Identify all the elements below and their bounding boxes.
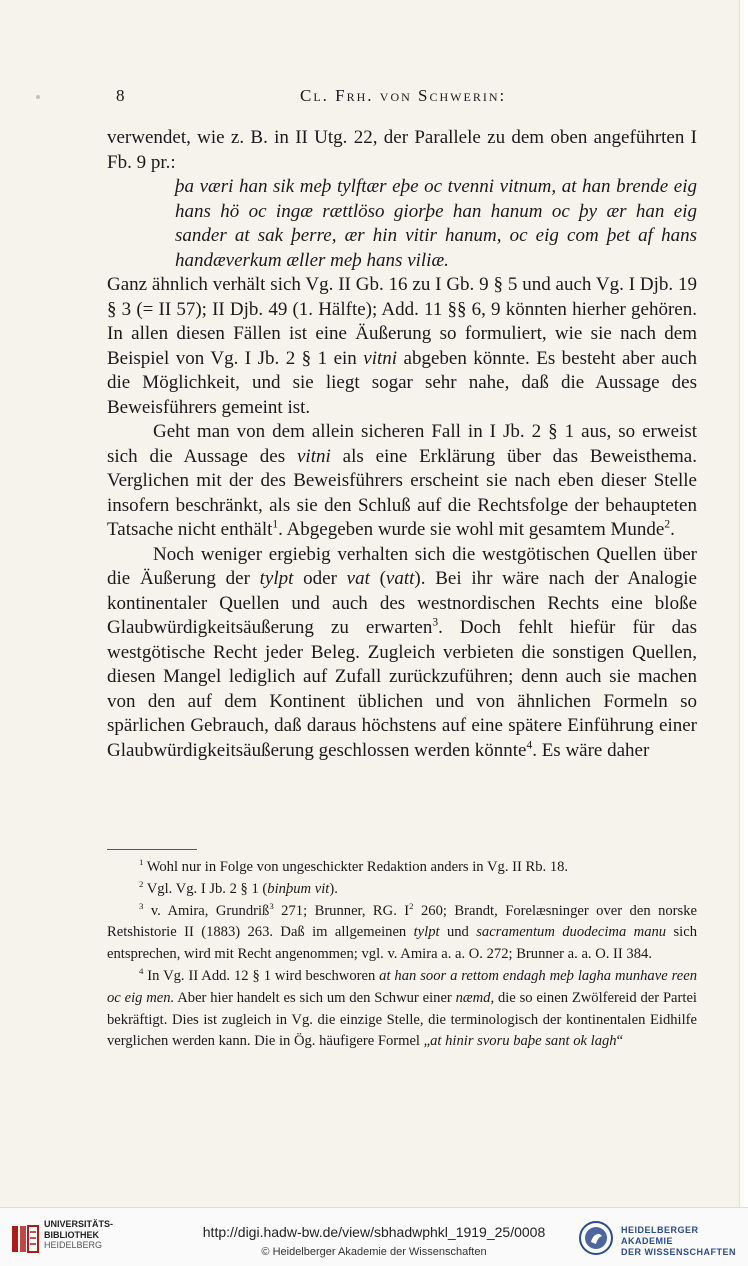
text-run: Ganz ähnlich verhält sich Vg. II Gb. 16 zu I Gb. 9 § 5 und auch Vg. I Djb. 19 § 3 (= II 57); II Djb. 49 (1. Hälfte); Add. 11 §§ 6, 9 könnten hierher gehören. In allen diesen Fällen ist eine Äußerung so formuliert, wie sie nach dem Beispiel von Vg. I Jb. 2 § 1 ein: [107, 274, 697, 369]
text-run: .: [670, 519, 675, 540]
academy-line: DER WISSENSCHAFTEN: [621, 1247, 737, 1257]
footnote-number: 2: [139, 878, 144, 889]
viewer-footer: [0, 1207, 748, 1266]
footnotes: [107, 857, 697, 1053]
italic-term: tylpt: [259, 568, 294, 589]
page-header: [0, 86, 744, 112]
footnote-1: [107, 857, 697, 879]
ub-line: BIBLIOTHEK: [44, 1229, 99, 1240]
copyright-notice: © Heidelberger Akademie der Wissenschaften: [261, 1246, 487, 1258]
edition-sup: 2: [409, 900, 414, 911]
italic-term: tylpt: [413, 924, 440, 941]
running-head: Cl. Frh. von Schwerin:: [300, 86, 507, 105]
italic-term: at hinir svoru baþe sant ok lagh: [430, 1033, 617, 1050]
academy-name: [621, 1225, 748, 1258]
italic-term: vitni: [363, 347, 398, 369]
page-number: 8: [116, 86, 125, 105]
text-run: Geht man von dem allein sicheren Fall in I Jb. 2 § 1 aus, so erweist sich die Aussage des: [107, 421, 697, 467]
text-run: . Es wäre daher: [532, 739, 650, 761]
text-run: abgeben könnte. Es besteht aber auch die Möglichkeit, und sie liegt sogar sehr nahe, daß die Aussage des Beweisführers gemeint ist.: [107, 347, 697, 418]
footnote-ref: 1: [272, 518, 279, 531]
academy-line: HEIDELBERGER AKADEMIE: [621, 1225, 699, 1246]
paragraph-1: verwendet, wie z. B. in II Utg. 22, der Parallele zu dem oben angeführten I Fb. 9 pr.:: [107, 127, 697, 173]
text-run: 260; Brandt, Forelæsninger over den norske Retshistorie II (1883) 263. Daß im allgemeinen: [107, 902, 697, 941]
academy-seal-icon[interactable]: [578, 1220, 614, 1256]
paragraph-4: [107, 543, 697, 764]
text-run: 271; Brunner, RG. I: [273, 902, 410, 919]
main-text: [107, 126, 697, 763]
italic-term: sacramentum duodecima manu: [476, 924, 667, 941]
italic-term: vatt: [385, 568, 415, 589]
footnote-2: [107, 879, 697, 901]
text-run: (: [369, 568, 386, 589]
ub-line: HEIDELBERG: [44, 1240, 103, 1250]
text-run: Noch weniger ergiebig verhalten sich die westgötischen Quellen über die Äußerung der: [107, 543, 697, 589]
page-edge: [739, 0, 744, 1207]
text-run: . Doch fehlt hiefür für das westgötische Recht jeder Beleg. Zugleich verbieten die sonstigen Quellen, diesen Mangel lediglich auf Zufall zurückzuführen; denn auch sie machen von den auf dem Kontinent üblichen und von ähnlichen Formeln so spärlichen Gebrauch, daß daraus höchstens auf eine spätere Einführung einer Glaubwürdigkeitsäußerung geschlossen werden könnte: [107, 617, 697, 761]
footnote-ref: 4: [526, 739, 533, 752]
permalink[interactable]: http://digi.hadw-bw.de/view/sbhadwphkl_1919_25/0008: [202, 1224, 546, 1240]
old-norse-quote: þa væri han sik meþ tylftær eþe oc tvenni vitnum, at han brende eig hans hö oc ingæ rættlöso giorþe han hanum oc þy ær han eig sander at sak þerre, ær hin vitir hanum, oc eig com þet af hans handæverkum æller meþ hans viliæ.: [175, 176, 697, 271]
footnote-rule: [107, 849, 197, 850]
footnote-number: 4: [139, 966, 144, 977]
text-run: Aber hier handelt es sich um den Schwur einer: [174, 989, 456, 1006]
paragraph-3: [107, 420, 697, 543]
text-run: oder: [293, 568, 347, 589]
text-run: Vgl. Vg. I Jb. 2 § 1 (: [143, 880, 268, 897]
italic-term: vitni: [297, 445, 331, 467]
text-run: ). Bei ihr wäre nach der Analogie kontinentaler Quellen und auch des westnordischen Rechts eine bloße Glaubwürdigkeitsäußerung zu erwarten: [107, 568, 697, 638]
text-run: die so einen Zwölfereid der Partei bekräftigt. Dies ist zugleich in Vg. die einzige Stelle, die terminologisch der kontinentalen Eidhilfe verglichen werden kann. Die in Ög. häufigere Formel „: [107, 989, 697, 1050]
text-run: “: [616, 1033, 624, 1050]
paragraph-2: [107, 273, 697, 420]
italic-term: næmd,: [455, 989, 495, 1006]
footnote-3: [107, 901, 697, 966]
footnote-number: 1: [139, 857, 144, 868]
text-run: ).: [329, 880, 338, 897]
edition-sup: 3: [269, 900, 274, 911]
italic-term: binþum vit: [267, 880, 330, 897]
text-run: . Abgegeben wurde sie wohl mit gesamtem Munde: [278, 519, 665, 540]
footnote-number: 3: [139, 900, 144, 911]
italic-term: vat: [346, 568, 370, 589]
text-run: sich entsprechen, wird mit Recht angenommen; vgl. v. Amira a. a. O. 272; Brunner a. a. O. II 384.: [107, 924, 697, 963]
text-run: und: [439, 924, 477, 941]
text-run: Wohl nur in Folge von ungeschickter Redaktion anders in Vg. II Rb. 18.: [143, 859, 569, 875]
italic-term: at han soor a rettom endagh meþ lagha munhave reen oc eig men.: [107, 967, 697, 1006]
footnote-4: [107, 966, 697, 1053]
footnote-ref: 2: [664, 518, 671, 531]
text-run: als eine Erklärung über das Beweisthema. Verglichen mit der des Beweisführers erscheint sie nach eben dieser Stelle insofern beschränkt, als sie den Schluß auf die Rechtsfolge der behaupteten Tatsache nicht enthält: [107, 445, 697, 540]
footnote-ref: 3: [432, 616, 439, 629]
text-run: v. Amira, Grundriß: [143, 902, 270, 919]
ub-line: UNIVERSITÄTS-: [44, 1219, 114, 1229]
text-run: In Vg. II Add. 12 § 1 wird beschworen: [143, 967, 380, 984]
